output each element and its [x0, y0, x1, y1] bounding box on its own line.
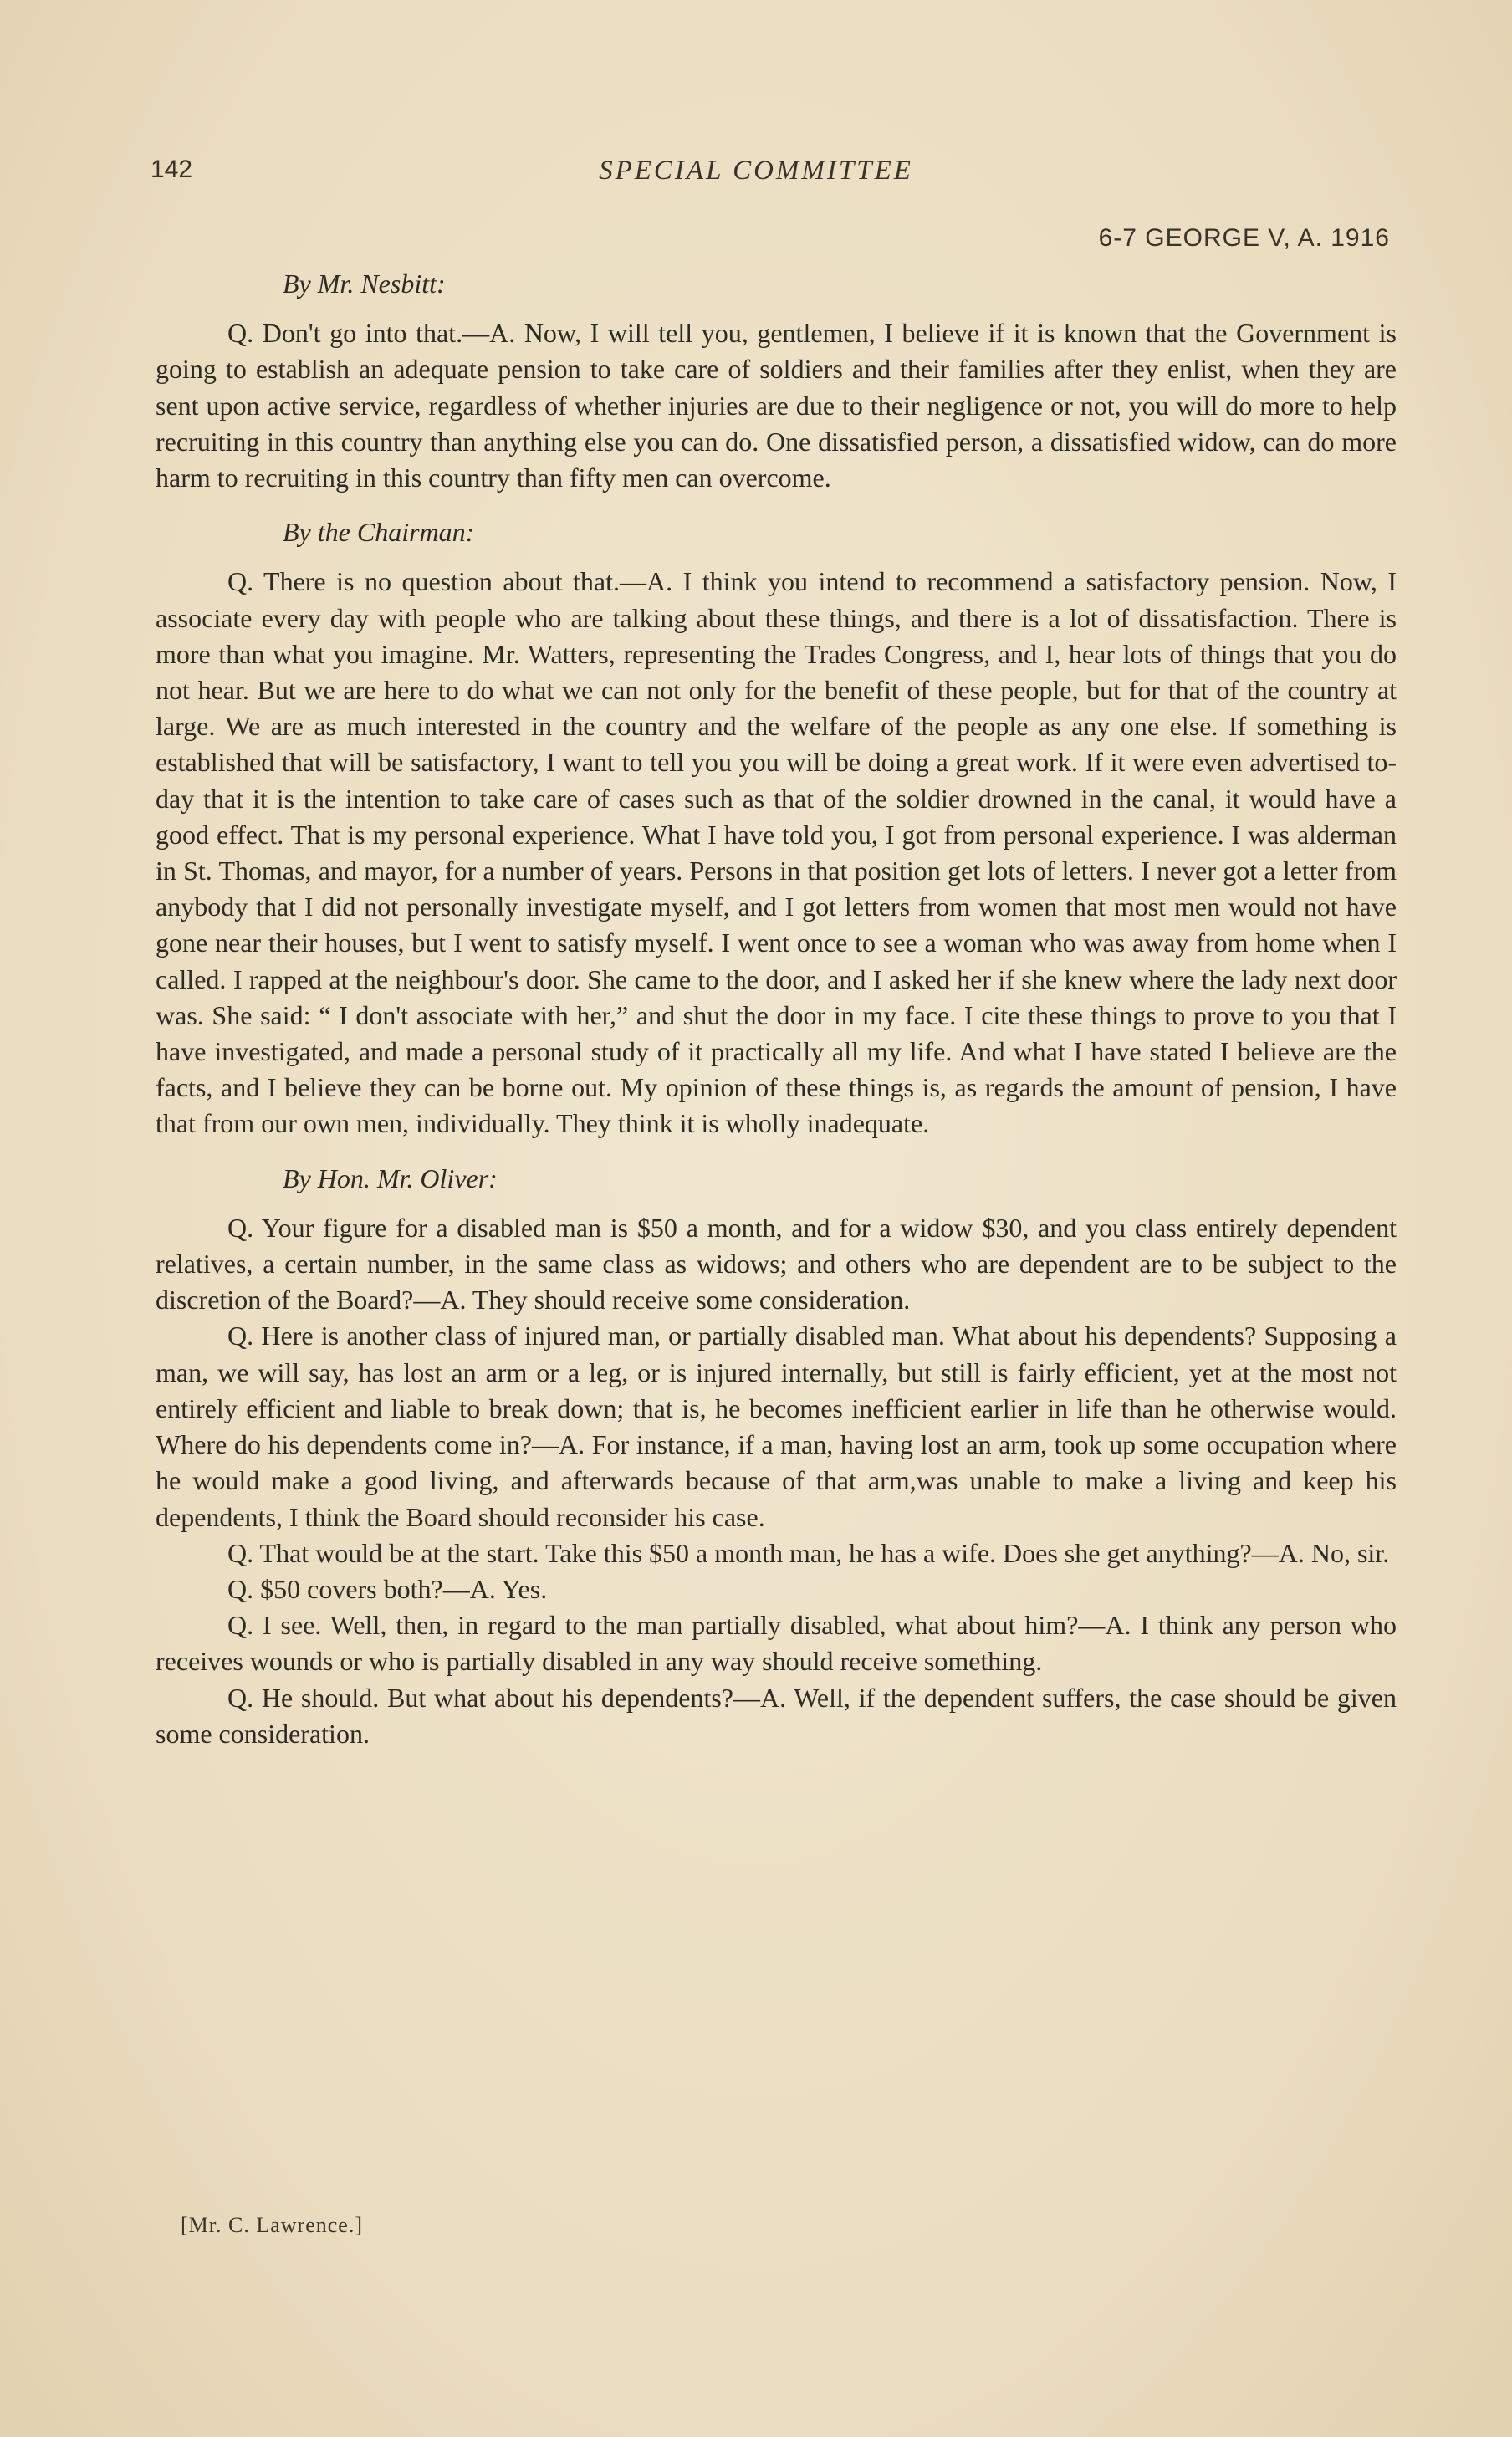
witness-footer: [Mr. C. Lawrence.]: [181, 2213, 363, 2237]
testimony-paragraph: Q. Don't go into that.—A. Now, I will tell you, gentlemen, I believe if it is known that the Government is going to establish an adequate pension to take care of soldiers and their families after they enlist, when they are sent upon active service, regardless of whether injuries are due to their negligence or not, you will do more to help recruiting in this country than anything else you can do. One dissatisfied person, a dissatisfied widow, can do more harm to recruiting in this country than fifty men can overcome.: [156, 318, 1397, 493]
testimony-body: [156, 266, 1397, 1752]
testimony-paragraph: Q. I see. Well, then, in regard to the man partially disabled, what about him?—A. I think any person who receives wounds or who is partially disabled in any way should receive something.: [156, 1610, 1397, 1677]
testimony-paragraph: Q. There is no question about that.—A. I think you intend to recommend a satisfactory pension. Now, I associate every day with people who are talking about these things, and there is a lot of dissatisfaction. There is more than what you imagine. Mr. Watters, representing the Trades Congress, and I, hear lots of things that you do not hear. But we are here to do what we can not only for the benefit of these people, but for that of the country at large. We are as much interested in the country and the welfare of the people as any one else. If something is established that will be satisfactory, I want to tell you you will be doing a great work. If it were even advertised to-day that it is the intention to take care of cases such as that of the soldier drowned in the canal, it would have a good effect. That is my personal experience. What I have told you, I got from personal experience. I was alderman in St. Thomas, and mayor, for a number of years. Persons in that position get lots of letters. I never got a letter from anybody that I did not personally investigate myself, and I got letters from women that most men would not have gone near their houses, but I went to satisfy myself. I went once to see a woman who was away from home when I called. I rapped at the neighbour's door. She came to the door, and I asked her if she knew where the lady next door was. She said: “ I don't associate with her,” and shut the door in my face. I cite these things to prove to you that I have investigated, and made a personal study of it practically all my life. And what I have stated I believe are the facts, and I believe they can be borne out. My opinion of these things is, as regards the amount of pension, I have that from our own men, individually. They think it is wholly inadequate.: [156, 566, 1397, 1139]
testimony-paragraph: Q. $50 covers both?—A. Yes.: [227, 1573, 548, 1604]
speaker-heading: By Hon. Mr. Oliver:: [283, 1162, 498, 1193]
testimony-paragraph: Q. That would be at the start. Take this $50 a month man, he has a wife. Does she get anything?—A. No, sir.: [227, 1537, 1390, 1568]
speaker-heading: By Mr. Nesbitt:: [283, 268, 446, 299]
testimony-paragraph: Q. Your figure for a disabled man is $50 a month, and for a widow $30, and you class entirely dependent relatives, a certain number, in the same class as widows; and others who are dependent are to be subject to the discretion of the Board?—A. They should receive some consideration.: [156, 1212, 1397, 1316]
speaker-heading: By the Chairman:: [283, 517, 475, 548]
testimony-paragraph: Q. Here is another class of injured man, or partially disabled man. What about his dependents? Supposing a man, we will say, has lost an arm or a leg, or is injured internally, but still is fairly efficient, yet at the most not entirely efficient and liable to break down; that is, he becomes inefficient earlier in life than he otherwise would. Where do his dependents come in?—A. For instance, if a man, having lost an arm, took up some occupation where he would make a good living, and afterwards because of that arm,was unable to make a living and keep his dependents, I think the Board should reconsider his case.: [156, 1321, 1397, 1532]
testimony-paragraph: Q. He should. But what about his dependents?—A. Well, if the dependent suffers, the case should be given some consideration.: [156, 1682, 1397, 1749]
page-number: 142: [151, 156, 193, 183]
running-head: SPECIAL COMMITTEE: [599, 156, 913, 186]
session-label: 6-7 GEORGE V, A. 1916: [1098, 224, 1390, 252]
